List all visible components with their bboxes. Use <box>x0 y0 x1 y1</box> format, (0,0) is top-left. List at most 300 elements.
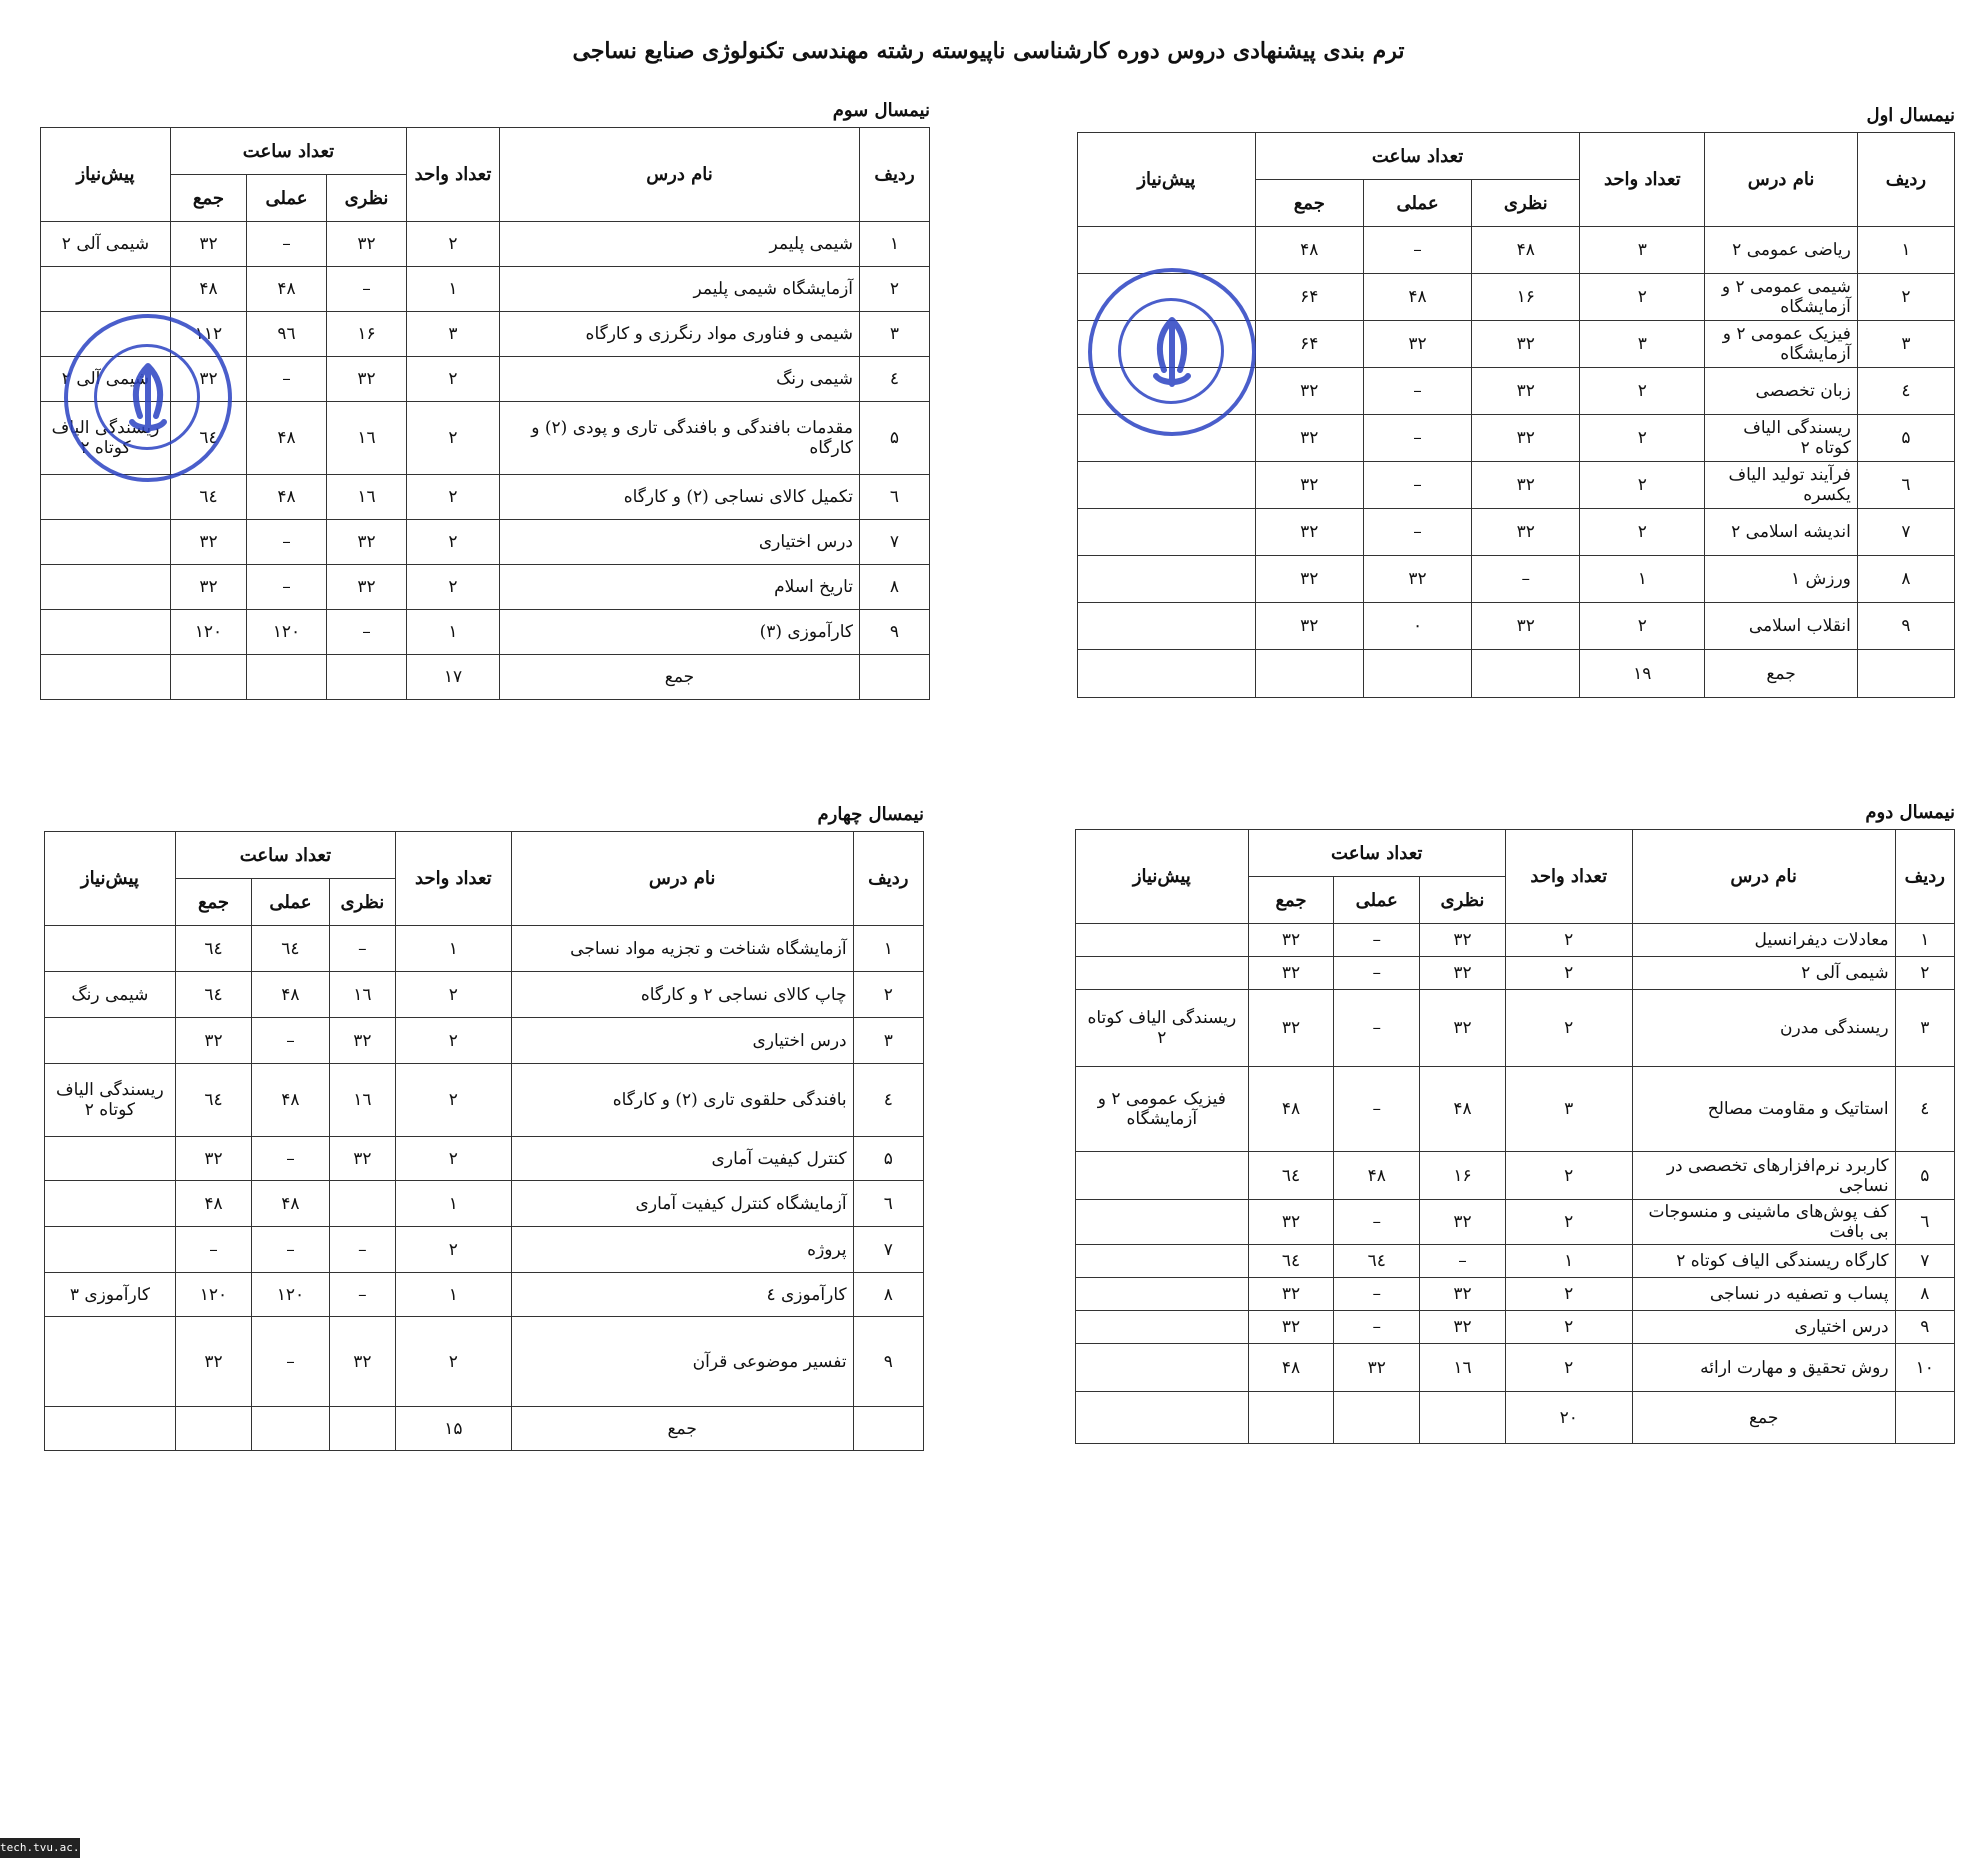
row-number: ۲ <box>860 267 930 312</box>
row-number: ۱ <box>1857 227 1954 274</box>
hours-total: ۳۲ <box>1255 603 1363 650</box>
hours-theory: ۳۲ <box>1420 957 1506 990</box>
col-header-name: نام درس <box>1705 133 1858 227</box>
hours-practical: ۱۲۰ <box>252 1273 329 1317</box>
table-row <box>1076 1344 1955 1392</box>
course-name: مقدمات بافندگی و بافندگی تاری و پودی (۲) و کارگاه <box>500 402 860 475</box>
hours-practical: ۴۸ <box>1363 274 1471 321</box>
hours-total: ۶۴ <box>1255 274 1363 321</box>
sum-units: ۱۷ <box>407 655 500 700</box>
course-prereq <box>45 1227 176 1273</box>
col-header-row: ردیف <box>853 832 923 926</box>
table-row <box>45 926 924 972</box>
row-number: ۸ <box>860 565 930 610</box>
course-name: پساب و تصفیه در نساجی <box>1632 1278 1895 1311</box>
hours-total: ۳۲ <box>175 1137 251 1181</box>
hours-practical: – <box>247 565 327 610</box>
sum-empty-cell <box>1472 650 1580 698</box>
col-header-name: نام درس <box>500 128 860 222</box>
course-name: پروژه <box>511 1227 853 1273</box>
row-number: ۱ <box>853 926 923 972</box>
row-number: ۵ <box>853 1137 923 1181</box>
course-units: ۲ <box>1580 603 1705 650</box>
hours-total: ۳۲ <box>1255 556 1363 603</box>
semester-title: نیمسال سوم <box>832 100 930 121</box>
row-number: ٤ <box>860 357 930 402</box>
course-units: ۲ <box>396 1018 512 1064</box>
course-prereq: شیمی آلی ۲ <box>40 357 170 402</box>
row-number: ۹ <box>860 610 930 655</box>
course-units: ۲ <box>1505 924 1632 957</box>
hours-practical: ٦٤ <box>252 926 329 972</box>
hours-practical: ۴۸ <box>252 972 329 1018</box>
course-prereq <box>1076 1344 1249 1392</box>
course-prereq <box>40 267 170 312</box>
hours-theory: ۳۲ <box>327 222 407 267</box>
table-row <box>1076 1152 1955 1200</box>
col-header-units: تعداد واحد <box>1580 133 1705 227</box>
semester-title: نیمسال دوم <box>1865 802 1955 823</box>
hours-practical: ۳۲ <box>1363 321 1471 368</box>
row-number: ۹ <box>1857 603 1954 650</box>
course-name: شیمی رنگ <box>500 357 860 402</box>
hours-practical: – <box>247 222 327 267</box>
sum-empty-cell <box>175 1407 251 1451</box>
col-header-hours: تعداد ساعت <box>175 832 395 879</box>
course-name: روش تحقیق و مهارت ارائه <box>1632 1344 1895 1392</box>
hours-practical: – <box>247 357 327 402</box>
col-header-hours: تعداد ساعت <box>1248 830 1505 877</box>
hours-practical: – <box>1334 957 1420 990</box>
row-number: ۵ <box>860 402 930 475</box>
course-name: اندیشه اسلامی ۲ <box>1705 509 1858 556</box>
sum-label: جمع <box>511 1407 853 1451</box>
hours-total: ۴۸ <box>170 267 246 312</box>
table-row <box>40 475 929 520</box>
sum-empty-cell <box>1857 650 1954 698</box>
course-units: ۲ <box>1505 1200 1632 1245</box>
course-prereq <box>40 520 170 565</box>
table-row <box>40 565 929 610</box>
course-name: فرآیند تولید الیاف یکسره <box>1705 462 1858 509</box>
table-sum-row <box>45 1407 924 1451</box>
col-header-row: ردیف <box>1857 133 1954 227</box>
course-prereq <box>40 610 170 655</box>
hours-total: ۳۲ <box>1255 462 1363 509</box>
col-header-prereq: پیش‌نیاز <box>1078 133 1256 227</box>
hours-theory: ۱۶ <box>1472 274 1580 321</box>
hours-theory: ۳۲ <box>329 1018 395 1064</box>
hours-total: ۳۲ <box>170 357 246 402</box>
footer-badge: tech.tvu.ac.ir <box>0 1838 80 1858</box>
row-number: ۱ <box>1895 924 1954 957</box>
col-header-practical: عملی <box>1334 877 1420 924</box>
table-row <box>45 1064 924 1137</box>
hours-theory: ۳۲ <box>1420 1311 1506 1344</box>
course-units: ۱ <box>396 926 512 972</box>
course-name: شیمی آلی ۲ <box>1632 957 1895 990</box>
course-prereq <box>1076 1200 1249 1245</box>
row-number: ۳ <box>1857 321 1954 368</box>
col-header-hours: تعداد ساعت <box>1255 133 1580 180</box>
course-units: ۱ <box>396 1273 512 1317</box>
course-prereq: ریسندگی الیاف کوتاه ۲ <box>40 402 170 475</box>
semester-title: نیمسال چهارم <box>817 804 924 825</box>
course-prereq: ریسندگی الیاف کوتاه ۲ <box>1076 990 1249 1067</box>
table-row <box>40 520 929 565</box>
hours-total: ۳۲ <box>1255 415 1363 462</box>
course-units: ۱ <box>1505 1245 1632 1278</box>
hours-theory: ۳۲ <box>1420 924 1506 957</box>
hours-practical: ۴۸ <box>252 1064 329 1137</box>
row-number: ٦ <box>1895 1200 1954 1245</box>
course-name: ورزش ۱ <box>1705 556 1858 603</box>
course-prereq <box>1076 924 1249 957</box>
hours-theory: ۳۲ <box>1420 1278 1506 1311</box>
hours-theory: – <box>329 1273 395 1317</box>
hours-total: ۳۲ <box>170 222 246 267</box>
sum-empty-cell <box>1255 650 1363 698</box>
table-row <box>1076 1245 1955 1278</box>
table-row <box>1078 603 1955 650</box>
col-header-name: نام درس <box>1632 830 1895 924</box>
sum-empty-cell <box>860 655 930 700</box>
course-name: ریسندگی الیاف کوتاه ۲ <box>1705 415 1858 462</box>
hours-total: ۱۲۰ <box>170 610 246 655</box>
course-units: ۳ <box>1580 227 1705 274</box>
hours-theory: – <box>327 267 407 312</box>
course-units: ۱ <box>407 610 500 655</box>
sum-empty-cell <box>170 655 246 700</box>
hours-theory: ۳۲ <box>1472 462 1580 509</box>
sum-empty-cell <box>1334 1392 1420 1444</box>
course-name: آزمایشگاه شناخت و تجزیه مواد نساجی <box>511 926 853 972</box>
course-prereq: شیمی آلی ۲ <box>40 222 170 267</box>
col-header-practical: عملی <box>247 175 327 222</box>
course-prereq: ریسندگی الیاف کوتاه ۲ <box>45 1064 176 1137</box>
sum-empty-cell <box>1078 650 1256 698</box>
table-row <box>45 972 924 1018</box>
hours-theory: ۳۲ <box>1472 509 1580 556</box>
hours-theory: ۱٦ <box>327 402 407 475</box>
course-prereq: کارآموزی ۳ <box>45 1273 176 1317</box>
hours-total: ٦٤ <box>175 972 251 1018</box>
col-header-theory: نظری <box>327 175 407 222</box>
hours-total: ۳۲ <box>175 1018 251 1064</box>
course-units: ۲ <box>1505 1278 1632 1311</box>
course-units: ۱ <box>407 267 500 312</box>
table-row <box>1078 227 1955 274</box>
course-units: ۳ <box>1505 1067 1632 1152</box>
hours-total: ۱۲۰ <box>175 1273 251 1317</box>
row-number: ٤ <box>853 1064 923 1137</box>
emblem-icon <box>68 318 228 478</box>
course-units: ۳ <box>407 312 500 357</box>
course-prereq: شیمی رنگ <box>45 972 176 1018</box>
row-number: ۲ <box>853 972 923 1018</box>
hours-practical: – <box>252 1317 329 1407</box>
hours-theory: ۱٦ <box>329 1064 395 1137</box>
hours-practical: – <box>1363 415 1471 462</box>
table-row <box>45 1317 924 1407</box>
course-name: کارگاه ریسندگی الیاف کوتاه ۲ <box>1632 1245 1895 1278</box>
hours-total: ۴۸ <box>175 1181 251 1227</box>
table-row <box>1076 924 1955 957</box>
row-number: ۱ <box>860 222 930 267</box>
hours-total: ۳۲ <box>175 1317 251 1407</box>
hours-theory: – <box>1472 556 1580 603</box>
row-number: ۹ <box>1895 1311 1954 1344</box>
hours-practical: ۴۸ <box>252 1181 329 1227</box>
row-number: ۸ <box>1857 556 1954 603</box>
course-prereq <box>45 1181 176 1227</box>
row-number: ۵ <box>1857 415 1954 462</box>
table-row <box>1078 556 1955 603</box>
sum-empty-cell <box>1248 1392 1334 1444</box>
hours-theory: – <box>329 926 395 972</box>
course-prereq <box>1078 227 1256 274</box>
course-name: فیزیک عمومی ۲ و آزمایشگاه <box>1705 321 1858 368</box>
hours-theory: ۱۶ <box>1420 1152 1506 1200</box>
hours-total: ۳۲ <box>1248 1278 1334 1311</box>
course-name: شیمی پلیمر <box>500 222 860 267</box>
course-prereq <box>1076 1245 1249 1278</box>
table-row <box>40 267 929 312</box>
hours-total: ۳۲ <box>1248 1200 1334 1245</box>
sum-units: ۱۹ <box>1580 650 1705 698</box>
row-number: ۲ <box>1895 957 1954 990</box>
hours-practical: – <box>1334 1067 1420 1152</box>
hours-theory: ۳۲ <box>329 1137 395 1181</box>
table-row <box>45 1018 924 1064</box>
hours-total: ٦٤ <box>1248 1245 1334 1278</box>
hours-total: ۳۲ <box>1248 1311 1334 1344</box>
row-number: ۲ <box>1857 274 1954 321</box>
row-number: ۸ <box>1895 1278 1954 1311</box>
sum-empty-cell <box>252 1407 329 1451</box>
hours-theory: ۳۲ <box>327 520 407 565</box>
table-sum-row <box>1078 650 1955 698</box>
course-units: ۲ <box>1505 1344 1632 1392</box>
page-title: ترم بندی پیشنهادی دروس دوره کارشناسی ناپیوسته رشته مهندسی تکنولوژی صنایع نساجی <box>572 38 1405 64</box>
hours-practical: – <box>1334 990 1420 1067</box>
hours-total: ۳۲ <box>170 520 246 565</box>
course-prereq <box>1078 509 1256 556</box>
course-name: درس اختیاری <box>500 520 860 565</box>
table-row <box>1076 1200 1955 1245</box>
course-name: تکمیل کالای نساجی (۲) و کارگاه <box>500 475 860 520</box>
table-row <box>1076 1278 1955 1311</box>
hours-total: ۳۲ <box>1255 368 1363 415</box>
hours-total: – <box>175 1227 251 1273</box>
course-units: ۲ <box>1580 274 1705 321</box>
col-header-practical: عملی <box>252 879 329 926</box>
hours-theory: – <box>327 610 407 655</box>
course-name: انقلاب اسلامی <box>1705 603 1858 650</box>
table-row <box>1076 957 1955 990</box>
table-row <box>45 1181 924 1227</box>
course-name: زبان تخصصی <box>1705 368 1858 415</box>
table-row <box>1078 509 1955 556</box>
hours-practical: ۰ <box>1363 603 1471 650</box>
table-row <box>1078 462 1955 509</box>
col-header-units: تعداد واحد <box>1505 830 1632 924</box>
hours-total: ۴۸ <box>1248 1067 1334 1152</box>
sum-empty-cell <box>1363 650 1471 698</box>
sum-empty-cell <box>1895 1392 1954 1444</box>
row-number: ٦ <box>853 1181 923 1227</box>
course-prereq <box>45 926 176 972</box>
table-sum-row <box>1076 1392 1955 1444</box>
course-prereq <box>1076 1152 1249 1200</box>
course-prereq: فیزیک عمومی ۲ و آزمایشگاه <box>1076 1067 1249 1152</box>
sum-empty-cell <box>40 655 170 700</box>
hours-practical: – <box>252 1227 329 1273</box>
course-units: ۲ <box>1580 368 1705 415</box>
course-name: کاربرد نرم‌افزارهای تخصصی در نساجی <box>1632 1152 1895 1200</box>
hours-theory: ۳۲ <box>329 1317 395 1407</box>
course-name: بافندگی حلقوی تاری (۲) و کارگاه <box>511 1064 853 1137</box>
hours-practical: – <box>1363 462 1471 509</box>
course-units: ۲ <box>396 972 512 1018</box>
hours-practical: ۳۲ <box>1363 556 1471 603</box>
hours-total: ٦٤ <box>175 1064 251 1137</box>
hours-total: ۳۲ <box>1248 957 1334 990</box>
course-units: ۲ <box>407 222 500 267</box>
course-name: آزمایشگاه شیمی پلیمر <box>500 267 860 312</box>
hours-total: ۱۱۲ <box>170 312 246 357</box>
sum-empty-cell <box>327 655 407 700</box>
course-prereq <box>1078 603 1256 650</box>
hours-practical: – <box>1363 368 1471 415</box>
col-header-hours: تعداد ساعت <box>170 128 406 175</box>
col-header-prereq: پیش‌نیاز <box>45 832 176 926</box>
course-name: تفسیر موضوعی قرآن <box>511 1317 853 1407</box>
col-header-total: جمع <box>1255 180 1363 227</box>
semester-table <box>1075 829 1955 1444</box>
hours-total: ٦٤ <box>1248 1152 1334 1200</box>
official-stamp <box>1088 268 1256 436</box>
hours-total: ٦٤ <box>175 926 251 972</box>
col-header-name: نام درس <box>511 832 853 926</box>
col-header-total: جمع <box>170 175 246 222</box>
hours-practical: – <box>1363 227 1471 274</box>
table-row <box>45 1227 924 1273</box>
course-units: ۲ <box>407 565 500 610</box>
row-number: ٦ <box>860 475 930 520</box>
semester-4-block <box>44 804 924 1451</box>
hours-practical: – <box>1334 1311 1420 1344</box>
col-header-theory: نظری <box>1420 877 1506 924</box>
col-header-units: تعداد واحد <box>407 128 500 222</box>
hours-theory: ۳۲ <box>1472 321 1580 368</box>
course-name: شیمی عمومی ۲ و آزمایشگاه <box>1705 274 1858 321</box>
hours-practical: ۴۸ <box>247 475 327 520</box>
hours-total: ٦٤ <box>170 475 246 520</box>
course-name: درس اختیاری <box>1632 1311 1895 1344</box>
table-row <box>1076 1067 1955 1152</box>
table-header-row <box>45 832 924 879</box>
row-number: ٤ <box>1895 1067 1954 1152</box>
row-number: ۳ <box>1895 990 1954 1067</box>
course-name: معادلات دیفرانسیل <box>1632 924 1895 957</box>
col-header-theory: نظری <box>329 879 395 926</box>
row-number: ۳ <box>853 1018 923 1064</box>
col-header-practical: عملی <box>1363 180 1471 227</box>
table-row <box>1076 1311 1955 1344</box>
course-units: ۲ <box>1580 509 1705 556</box>
table-row <box>45 1137 924 1181</box>
course-prereq <box>45 1137 176 1181</box>
hours-total: ۴۸ <box>1248 1344 1334 1392</box>
hours-practical: – <box>1363 509 1471 556</box>
sum-label: جمع <box>1705 650 1858 698</box>
hours-theory: ۱۶ <box>327 312 407 357</box>
course-name: درس اختیاری <box>511 1018 853 1064</box>
hours-practical: – <box>252 1018 329 1064</box>
row-number: ۵ <box>1895 1152 1954 1200</box>
sum-empty-cell <box>1076 1392 1249 1444</box>
hours-theory: ۱٦ <box>327 475 407 520</box>
course-prereq <box>1078 462 1256 509</box>
course-name: ریاضی عمومی ۲ <box>1705 227 1858 274</box>
table-row <box>45 1273 924 1317</box>
sum-units: ۱۵ <box>396 1407 512 1451</box>
hours-theory: ۱٦ <box>329 972 395 1018</box>
hours-theory: ۳۲ <box>1472 368 1580 415</box>
course-units: ۲ <box>396 1317 512 1407</box>
course-units: ۲ <box>1580 415 1705 462</box>
hours-theory: ۳۲ <box>1420 1200 1506 1245</box>
col-header-total: جمع <box>175 879 251 926</box>
row-number: ۷ <box>1895 1245 1954 1278</box>
hours-practical: ۳۲ <box>1334 1344 1420 1392</box>
hours-theory: ۳۲ <box>1472 603 1580 650</box>
row-number: ۷ <box>1857 509 1954 556</box>
row-number: ۸ <box>853 1273 923 1317</box>
course-name: چاپ کالای نساجی ۲ و کارگاه <box>511 972 853 1018</box>
course-name: استاتیک و مقاومت مصالح <box>1632 1067 1895 1152</box>
official-stamp <box>64 314 232 482</box>
hours-total: ٦٤ <box>170 402 246 475</box>
semester-table <box>44 831 924 1451</box>
sum-units: ۲۰ <box>1505 1392 1632 1444</box>
col-header-theory: نظری <box>1472 180 1580 227</box>
hours-practical: – <box>1334 924 1420 957</box>
course-prereq <box>40 565 170 610</box>
hours-theory: ۳۲ <box>327 565 407 610</box>
course-units: ۲ <box>396 1137 512 1181</box>
course-units: ۲ <box>396 1064 512 1137</box>
hours-total: ۴۸ <box>1255 227 1363 274</box>
course-units: ۲ <box>407 475 500 520</box>
course-units: ۲ <box>1505 1152 1632 1200</box>
course-prereq <box>1076 957 1249 990</box>
row-number: ۱۰ <box>1895 1344 1954 1392</box>
hours-total: ۳۲ <box>1255 509 1363 556</box>
row-number: ٦ <box>1857 462 1954 509</box>
col-header-total: جمع <box>1248 877 1334 924</box>
course-name: کارآموزی (۳) <box>500 610 860 655</box>
table-sum-row <box>40 655 929 700</box>
hours-theory: ۴۸ <box>1472 227 1580 274</box>
course-units: ۲ <box>1505 990 1632 1067</box>
hours-total: ۶۴ <box>1255 321 1363 368</box>
hours-theory: – <box>329 1227 395 1273</box>
hours-theory: – <box>1420 1245 1506 1278</box>
course-prereq <box>45 1317 176 1407</box>
emblem-icon <box>1092 272 1252 432</box>
